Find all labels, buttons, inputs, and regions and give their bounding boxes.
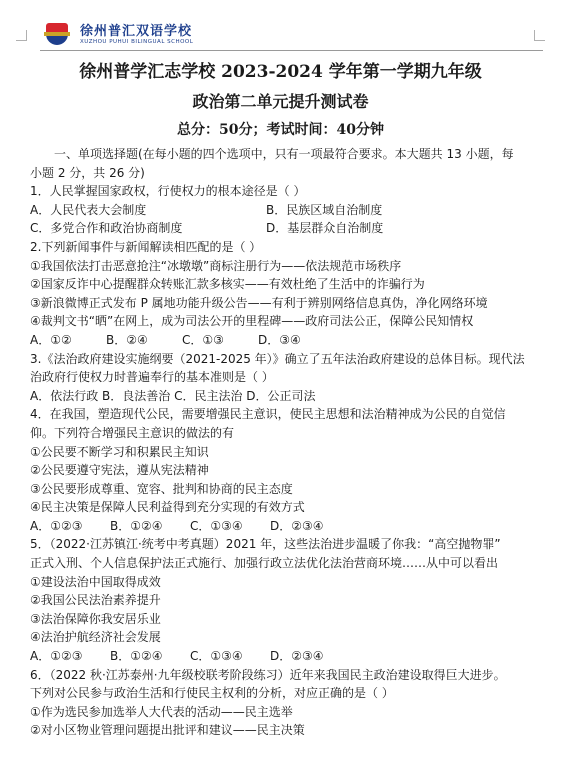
statement-item: ①公民要不断学习和积累民主知识: [30, 444, 209, 459]
option: C．①③④: [190, 649, 243, 664]
section-heading-cont: 小题 2 分，共 26 分): [30, 165, 145, 180]
option: B．①②④: [110, 649, 163, 664]
question-stem: 1．人民掌握国家政权，行使权力的根本途径是（ ）: [30, 184, 306, 199]
statement-item: ①作为选民参加选举人大代表的活动——民主选举: [30, 704, 293, 719]
option: C．多党合作和政治协商制度: [30, 221, 183, 236]
statement-item: ②公民要遵守宪法，遵从宪法精神: [30, 463, 209, 478]
option: B．②④: [106, 332, 148, 347]
page-corner-mark: [16, 30, 27, 41]
question-stem-cont: 下列对公民参与政治生活和行使民主权利的分析，对应正确的是（ ）: [30, 686, 394, 701]
option: B．①②④: [110, 518, 163, 533]
option: A．①②③: [30, 649, 83, 664]
section-heading: 一、单项选择题(在每小题的四个选项中，只有一项最符合要求。本大题共 13 小题，每: [54, 147, 514, 161]
statement-item: ①我国依法打击恶意抢注“冰墩墩”商标注册行为——依法规范市场秩序: [30, 258, 402, 273]
option: A．①②③: [30, 518, 83, 533]
school-logo-icon: [44, 23, 74, 47]
question-stem: 6．（2022 秋·江苏泰州·九年级校联考阶段练习）近年来我国民主政治建设取得巨大进步。: [30, 667, 506, 682]
statement-item: ④民主决策是保障人民利益得到充分实现的有效方式: [30, 500, 305, 515]
statement-item: ②我国公民法治素养提升: [30, 593, 161, 608]
statement-item: ④裁判文书“晒”在网上，成为司法公开的里程碑——政府司法公正，保障公民知情权: [30, 314, 474, 329]
exam-title: 徐州普学汇志学校 2023-2024 学年第一学期九年级: [79, 62, 482, 82]
option-row: [30, 331, 550, 350]
page-corner-mark: [534, 30, 545, 41]
question-stem: 5．（2022·江苏镇江·统考中考真题）2021 年，这些法治进步温暖了你我：“高空抛物罪”: [30, 537, 501, 552]
school-name-en: XUZHOU PUHUI BILINGUAL SCHOOL: [80, 38, 194, 45]
option: C．①③: [182, 332, 224, 347]
school-name-cn: 徐州普汇双语学校: [80, 23, 193, 39]
option-row: [30, 647, 550, 666]
statement-item: ②国家反诈中心提醒群众转账汇款多核实——有效杜绝了生活中的诈骗行为: [30, 277, 425, 292]
option-row: A．依法行政 B．良法善治 C．民主法治 D．公正司法: [30, 388, 316, 403]
option: D．③④: [258, 332, 301, 347]
option: D．基层群众自治制度: [266, 221, 384, 236]
question-stem-cont: 仰。下列符合增强民主意识的做法的有: [30, 425, 235, 440]
statement-item: ③法治保障你我安居乐业: [30, 611, 161, 626]
exam-subtitle: 政治第二单元提升测试卷: [192, 92, 369, 111]
school-header: [44, 22, 193, 48]
option-row: [30, 219, 550, 238]
question-stem: 3.《法治政府建设实施纲要（2021-2025 年）》确立了五年法治政府建设的总体目标。现代法: [30, 351, 525, 366]
option-row: [30, 201, 550, 220]
option-row: [30, 517, 550, 536]
statement-item: ③新浪微博正式发布 P 属地功能升级公告——有利于辨别网络信息真伪，净化网络环境: [30, 295, 488, 310]
question-stem: 4．在我国，塑造现代公民，需要增强民主意识，使民主思想和法治精神成为公民的自觉信: [30, 407, 506, 422]
option: C．①③④: [190, 518, 243, 533]
question-stem-cont: 正式入刑、个人信息保护法正式施行、加强行政立法优化法治营商环境……从中可以看出: [30, 556, 499, 571]
option: A．人民代表大会制度: [30, 202, 147, 217]
question-stem: 2.下列新闻事件与新闻解读相匹配的是（ ）: [30, 239, 262, 254]
statement-item: ②对小区物业管理问题提出批评和建议——民主决策: [30, 723, 305, 738]
option: D．②③④: [270, 649, 324, 664]
exam-score-time: 总分：50分；考试时间：40分钟: [177, 122, 384, 138]
option: B．民族区域自治制度: [266, 202, 383, 217]
statement-item: ①建设法治中国取得成效: [30, 574, 161, 589]
option: A．①②: [30, 332, 72, 347]
header-divider: [40, 50, 543, 51]
question-stem-cont: 治政府行使权力时普遍奉行的基本准则是（ ）: [30, 370, 274, 385]
exam-body: [30, 145, 550, 740]
statement-item: ④法治护航经济社会发展: [30, 630, 161, 645]
option: D．②③④: [270, 518, 324, 533]
statement-item: ③公民要形成尊重、宽容、批判和协商的民主态度: [30, 481, 293, 496]
